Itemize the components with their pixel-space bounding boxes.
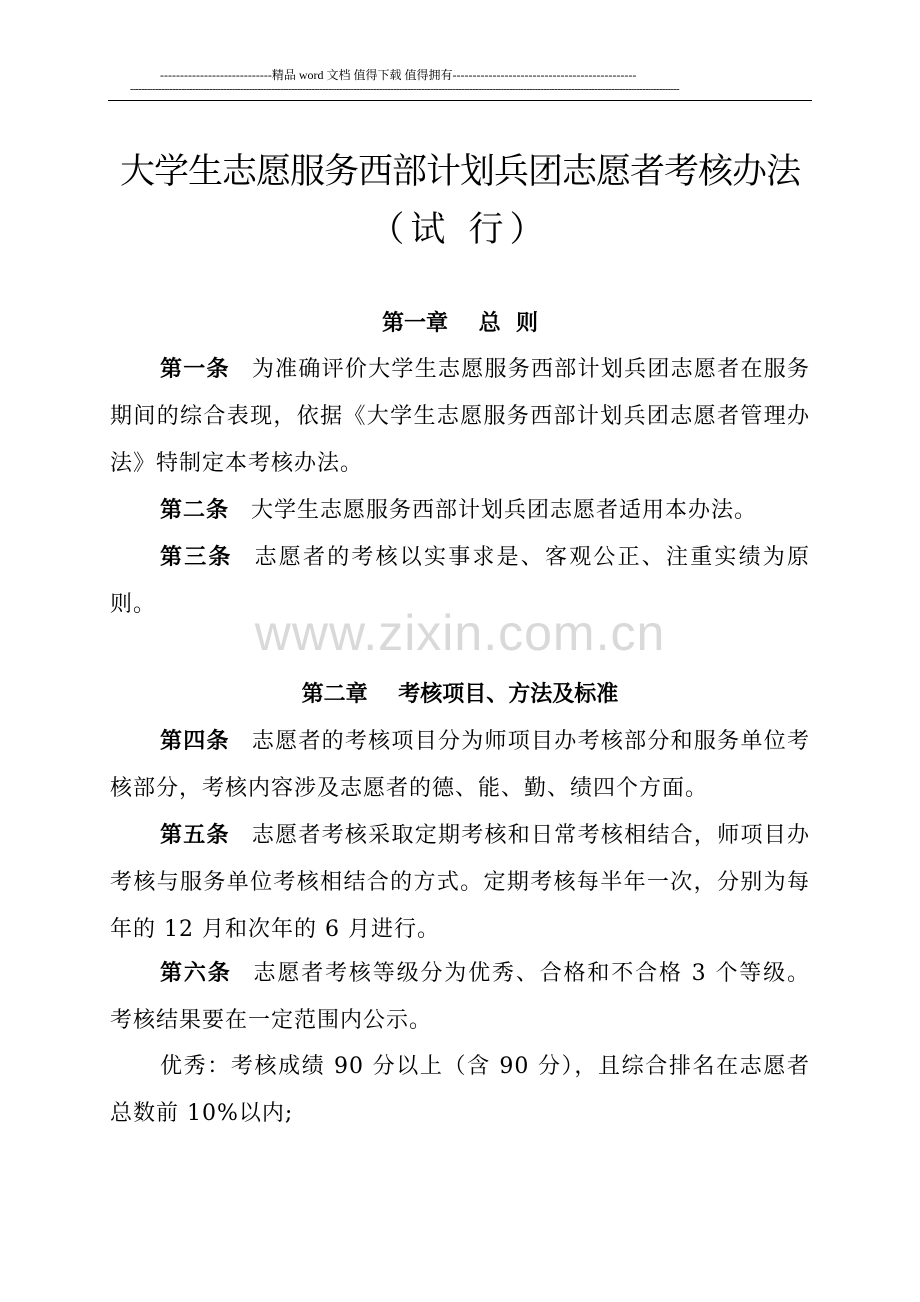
chapter-1-heading: 第一章 总 则 xyxy=(382,311,538,336)
article-text: 志愿者的考核以实事求是、客观公正、注重实绩为原则。 xyxy=(110,545,810,617)
article-text: 志愿者考核采取定期考核和日常考核相结合，师项目办考核与服务单位考核相结合的方式。定期考核每半年一次，分别为每年的 12 月和次年的 6 月进行。 xyxy=(110,823,810,942)
article-label: 第三条 xyxy=(160,545,233,570)
article-6 xyxy=(110,950,810,1044)
article-label: 第一条 xyxy=(160,357,230,382)
article-label: 第四条 xyxy=(160,729,230,754)
header-divider xyxy=(108,100,812,101)
document-title: 大学生志愿服务西部计划兵团志愿者考核办法 xyxy=(119,152,800,192)
article-text: 为准确评价大学生志愿服务西部计划兵团志愿者在服务期间的综合表现，依据《大学生志愿服务西部计划兵团志愿者管理办法》特制定本考核办法。 xyxy=(110,357,810,476)
watermark: www.zixin.com.cn xyxy=(254,605,666,661)
article-label: 第五条 xyxy=(160,823,230,848)
article-text: 大学生志愿服务西部计划兵团志愿者适用本办法。 xyxy=(251,498,758,523)
article-1 xyxy=(110,346,810,487)
header-dash-line: -------------------------------------------------------------------------------------------------------------------------------------------------------------------------------------------------- xyxy=(130,84,680,95)
article-5 xyxy=(110,812,810,953)
article-text: 志愿者的考核项目分为师项目办考核部分和服务单位考核部分，考核内容涉及志愿者的德、能、勤、绩四个方面。 xyxy=(110,729,810,801)
article-label: 第六条 xyxy=(160,961,232,986)
article-label: 第二条 xyxy=(160,498,230,523)
document-subtitle: （试 行） xyxy=(369,210,551,250)
grade-excellent: 优秀：考核成绩 90 分以上（含 90 分），且综合排名在志愿者总数前 10%以内; xyxy=(110,1054,810,1126)
article-text: 志愿者考核等级分为优秀、合格和不合格 3 个等级。考核结果要在一定范围内公示。 xyxy=(110,961,810,1033)
article-4 xyxy=(110,718,810,812)
chapter-2-heading: 第二章 考核项目、方法及标准 xyxy=(301,682,619,707)
document-header-banner: ----------------------------精品 word 文档 值得下载 值得拥有---------------------------------------------- xyxy=(160,68,637,82)
article-2 xyxy=(110,487,810,534)
